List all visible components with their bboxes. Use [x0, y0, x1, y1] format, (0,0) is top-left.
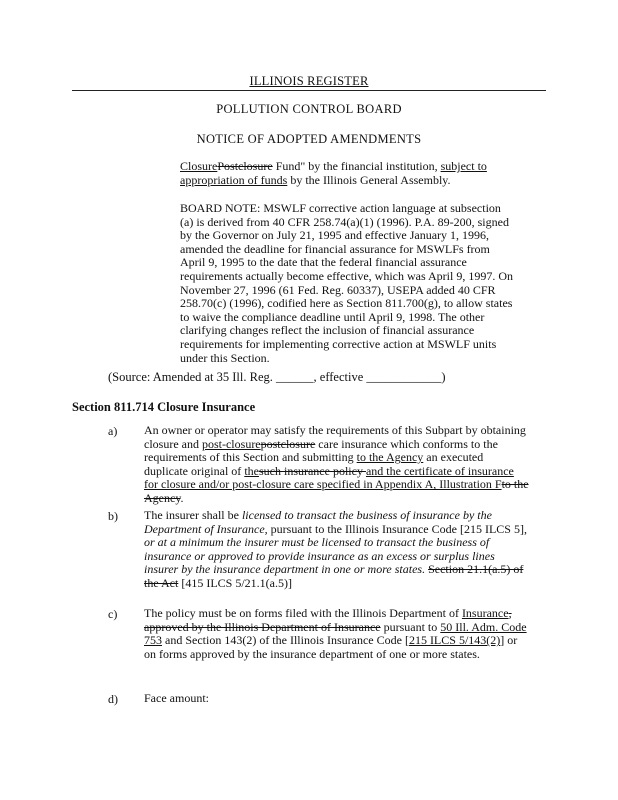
notice-title: NOTICE OF ADOPTED AMENDMENTS — [196, 132, 422, 146]
item-c-label: c) — [108, 607, 118, 621]
item-c-text: The policy must be on forms filed with the Illinois Department of Insurance, approved by the Illinois Department of Insurance pursuant to 50 Ill. Adm. Code 753 and Section 143(2) of the Illinois Insurance Code [215 ILCS 5/143(2)] or on forms approved by the insurance department of one or more states. — [144, 606, 527, 661]
item-b-label: b) — [108, 509, 118, 523]
header-rule — [72, 90, 546, 91]
item-d-label: d) — [108, 692, 118, 706]
paragraph-closure-fund: ClosurePostclosure Fund" by the financial institution, subject to appropriation of funds by the Illinois General Assembly. — [180, 159, 487, 187]
item-a-label: a) — [108, 424, 118, 438]
item-a-text: An owner or operator may satisfy the requirements of this Subpart by obtaining closure and post-closurepostclosure care insurance which conforms to the requirements of this Section and submitting to the Agency an executed duplicate original of thesuch insurance policy and the certificate of insurance for closure and/or post-closure care specified in Appendix A, Illustration Fto the Agency. — [144, 423, 529, 505]
section-heading: Section 811.714 Closure Insurance — [72, 400, 256, 414]
item-d-text: Face amount: — [144, 691, 209, 705]
board-note: BOARD NOTE: MSWLF corrective action language at subsection (a) is derived from 40 CFR 258.74(a)(1) (1996). P.A. 89-200, signed by the Governor on July 21, 1995 and effective January 1, 1996, amended the deadline for financial assurance for MSWLFs from April 9, 1995 to the date that the federal financial assurance requirements actually become effective, which was April 9, 1997. On November 27, 1996 (61 Fed. Reg. 60337), USEPA added 40 CFR 258.70(c) (1996), codified here as Section 811.700(g), to allow states to waive the compliance deadline until April 9, 1998. The other clarifying changes reflect the inclusion of financial assurance requirements for implementing corrective action at MSWLF units under this Section. — [180, 201, 514, 365]
item-b-text: The insurer shall be licensed to transact the business of insurance by the Department of Insurance, pursuant to the Illinois Insurance Code [215 ILCS 5], or at a minimum the insurer must be licensed to transact the business of insurance or approved to provide insurance as an excess or surplus lines insurer by the insurance department in one or more states. Section 21.1(a.5) of the Act [415 ILCS 5/21.1(a.5)] — [144, 508, 527, 590]
register-title: ILLINOIS REGISTER — [0, 74, 618, 89]
board-name: POLLUTION CONTROL BOARD — [216, 102, 402, 116]
source-note: (Source: Amended at 35 Ill. Reg. ______, effective ____________) — [108, 370, 446, 384]
